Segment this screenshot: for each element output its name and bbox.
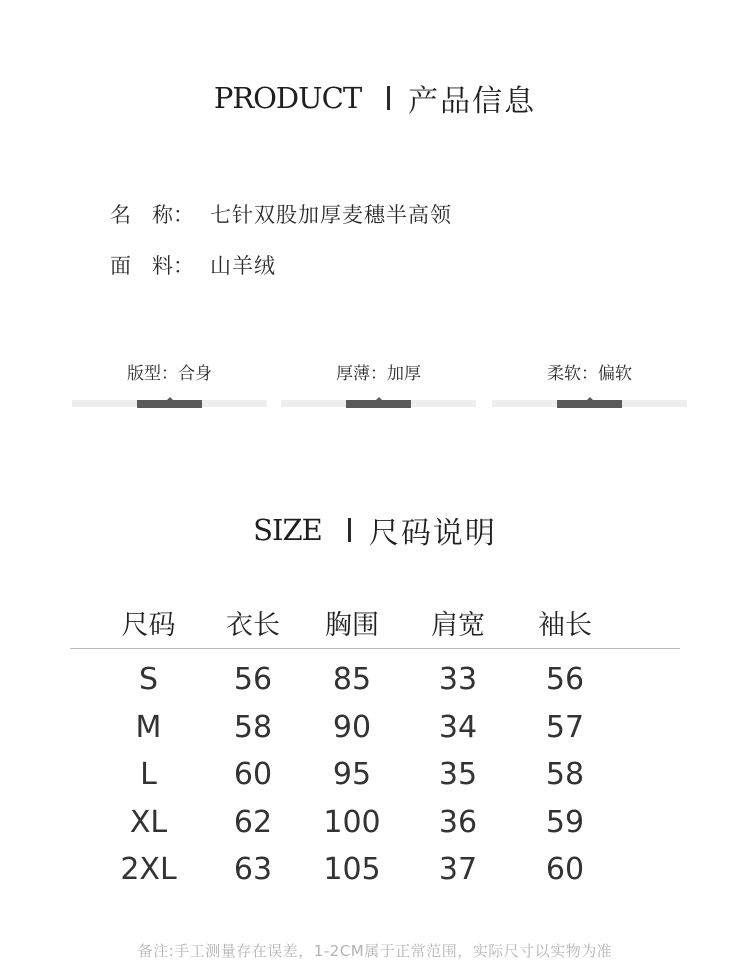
product-title-zh: 产品信息 <box>408 84 537 119</box>
size-cell: M <box>135 709 162 745</box>
shoulder-cell: 37 <box>438 852 478 888</box>
header-size: 尺码 <box>121 609 176 641</box>
size-cell: L <box>140 757 157 793</box>
header-shoulder: 肩宽 <box>431 609 485 641</box>
table-row <box>70 799 680 847</box>
product-title-en: PRODUCT <box>213 81 362 115</box>
info-row-name <box>110 199 452 229</box>
name-label: 名 称： <box>110 203 194 227</box>
header-length: 衣长 <box>226 609 280 641</box>
sleeve-cell: 56 <box>545 662 585 698</box>
size-cell: 2XL <box>120 852 177 888</box>
shoulder-cell: 34 <box>438 709 478 745</box>
length-cell: 62 <box>233 804 273 840</box>
table-row <box>70 656 680 704</box>
sleeve-cell: 60 <box>545 852 585 888</box>
material-label: 面 料： <box>110 254 194 278</box>
size-section-title <box>0 510 750 550</box>
product-section-title <box>0 78 750 118</box>
length-cell: 63 <box>233 852 273 888</box>
fit-meter-indicator <box>137 400 202 408</box>
thickness-meter-indicator <box>346 400 411 408</box>
table-row <box>70 704 680 752</box>
size-cell: S <box>138 662 159 698</box>
shoulder-cell: 35 <box>438 757 478 793</box>
fit-meter-notch <box>166 397 174 401</box>
length-cell: 56 <box>233 662 273 698</box>
chest-cell: 95 <box>332 757 372 793</box>
softness-meter-label: 柔软：偏软 <box>547 364 632 384</box>
shoulder-cell: 33 <box>438 662 478 698</box>
length-cell: 58 <box>233 709 273 745</box>
size-title-zh: 尺码说明 <box>368 516 497 551</box>
size-table <box>70 596 680 894</box>
thickness-meter-notch <box>375 397 383 401</box>
chest-cell: 105 <box>323 852 381 888</box>
size-title-en: SIZE <box>253 513 322 547</box>
size-table-body <box>70 649 680 894</box>
header-sleeve: 袖长 <box>538 609 592 641</box>
name-value: 七针双股加厚麦穗半高领 <box>210 203 452 227</box>
softness-meter-indicator <box>557 400 622 408</box>
thickness-meter <box>281 362 476 412</box>
fit-meter-label: 版型：合身 <box>127 364 212 384</box>
softness-meter <box>492 362 687 412</box>
measurement-note: 备注:手工测量存在误差，1-2CM属于正常范围，实际尺寸以实物为准 <box>137 942 613 960</box>
title-separator <box>348 518 351 542</box>
table-row <box>70 846 680 894</box>
chest-cell: 85 <box>332 662 372 698</box>
length-cell: 60 <box>233 757 273 793</box>
thickness-meter-label: 厚薄：加厚 <box>336 364 421 384</box>
sleeve-cell: 59 <box>545 804 585 840</box>
title-separator <box>387 86 390 110</box>
info-row-material <box>110 250 276 280</box>
sleeve-cell: 58 <box>545 757 585 793</box>
softness-meter-notch <box>586 397 594 401</box>
material-value: 山羊绒 <box>210 254 276 278</box>
fit-meter <box>72 362 267 412</box>
chest-cell: 100 <box>323 804 381 840</box>
size-table-header <box>70 596 680 648</box>
shoulder-cell: 36 <box>438 804 478 840</box>
size-cell: XL <box>129 804 168 840</box>
header-chest: 胸围 <box>325 609 379 641</box>
sleeve-cell: 57 <box>545 709 585 745</box>
table-row <box>70 751 680 799</box>
chest-cell: 90 <box>332 709 372 745</box>
